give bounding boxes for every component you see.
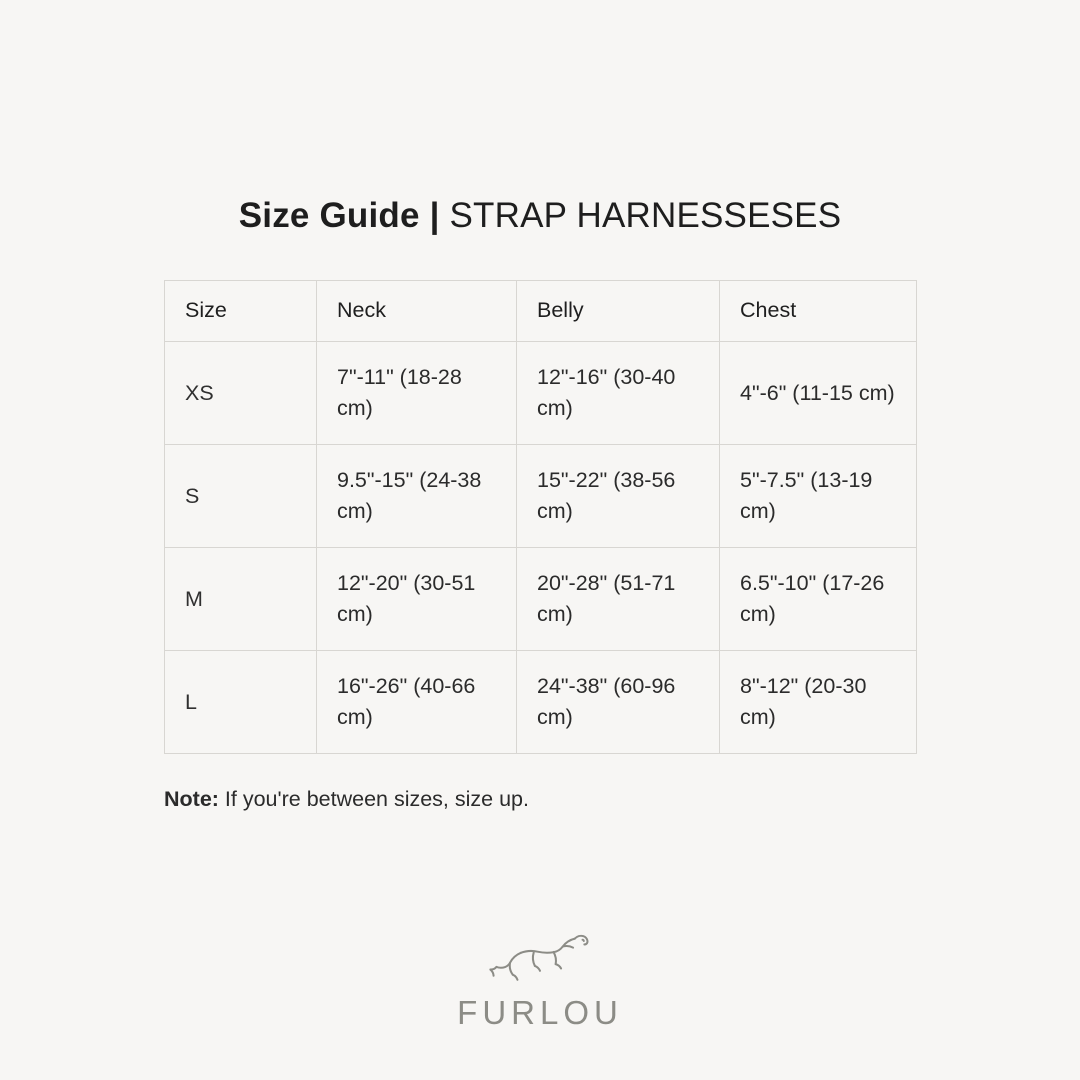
cell-belly: 12"-16" (30-40 cm) xyxy=(517,342,720,445)
brand-name: FURLOU xyxy=(457,994,623,1031)
page-title-bold: Size Guide | xyxy=(238,196,450,235)
column-header-neck: Neck xyxy=(317,281,517,342)
cell-neck: 7"-11" (18-28 cm) xyxy=(317,342,517,445)
column-header-chest: Chest xyxy=(720,281,917,342)
size-table xyxy=(164,280,917,754)
column-header-belly: Belly xyxy=(517,281,720,342)
page-title-caps: STRAP HARNESSESES xyxy=(449,196,842,235)
cell-chest: 8"-12" (20-30 cm) xyxy=(720,651,917,754)
running-dog-icon xyxy=(482,926,598,988)
cell-belly: 20"-28" (51-71 cm) xyxy=(517,548,720,651)
cell-size: XS xyxy=(165,342,317,445)
cell-chest: 5"-7.5" (13-19 cm) xyxy=(720,445,917,548)
brand-footer xyxy=(0,926,1080,1032)
cell-chest: 4"-6" (11-15 cm) xyxy=(720,342,917,445)
size-table-body xyxy=(165,342,917,754)
cell-neck: 16"-26" (40-66 cm) xyxy=(317,651,517,754)
table-row xyxy=(165,445,917,548)
cell-size: S xyxy=(165,445,317,548)
table-row xyxy=(165,548,917,651)
cell-neck: 9.5"-15" (24-38 cm) xyxy=(317,445,517,548)
cell-chest: 6.5"-10" (17-26 cm) xyxy=(720,548,917,651)
cell-neck: 12"-20" (30-51 cm) xyxy=(317,548,517,651)
cell-belly: 24"-38" (60-96 cm) xyxy=(517,651,720,754)
table-header-row xyxy=(165,281,917,342)
table-row xyxy=(165,651,917,754)
size-table-head xyxy=(165,281,917,342)
note-text xyxy=(164,787,916,812)
cell-size: L xyxy=(165,651,317,754)
column-header-size: Size xyxy=(165,281,317,342)
page-title xyxy=(239,196,842,236)
table-row xyxy=(165,342,917,445)
cell-size: M xyxy=(165,548,317,651)
cell-belly: 15"-22" (38-56 cm) xyxy=(517,445,720,548)
note-label: Note: xyxy=(164,787,219,811)
size-table-wrapper xyxy=(164,280,916,754)
note-body: If you're between sizes, size up. xyxy=(218,787,529,811)
